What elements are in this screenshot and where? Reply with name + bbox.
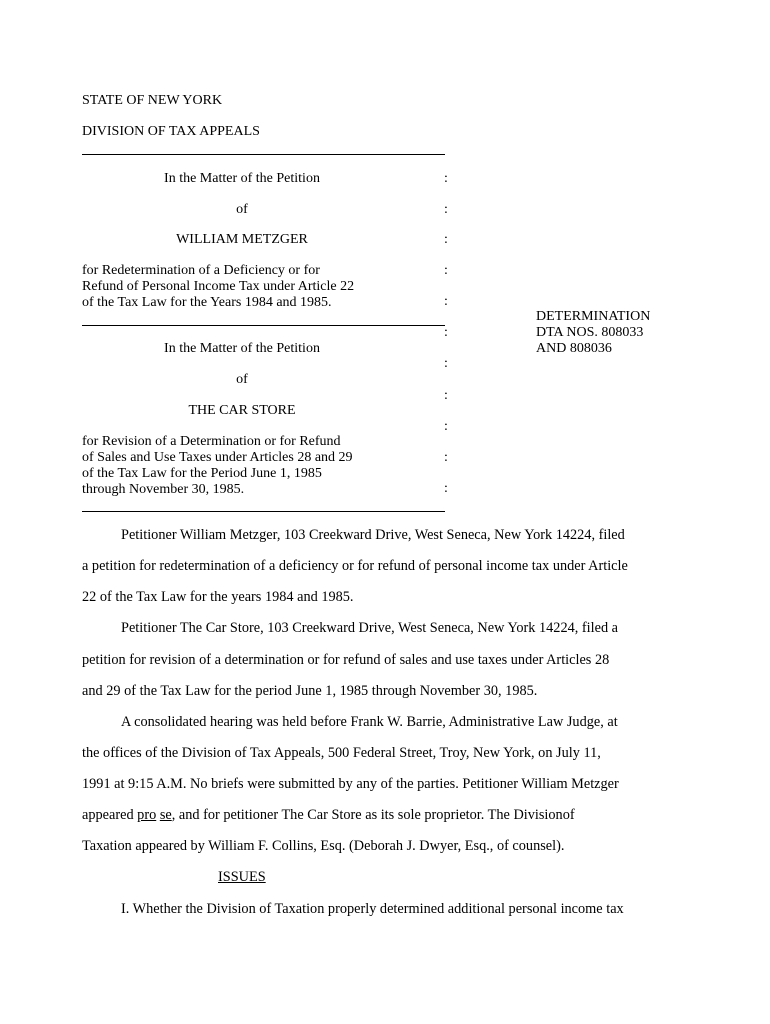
se-text: se xyxy=(159,807,172,823)
caption1-desc-line3: of the Tax Law for the Years 1984 and 1985. xyxy=(82,295,332,310)
body-p2-line3: and 29 of the Tax Law for the period June 1, 1985 through November 30, 1985. xyxy=(82,683,538,699)
determination-and-nos: AND 808036 xyxy=(536,341,612,356)
caption2-desc-line1: for Revision of a Determination or for Refund xyxy=(82,434,341,449)
caption2-of: of xyxy=(236,372,248,387)
issues-heading: ISSUES xyxy=(218,869,266,885)
body-p3-line3: 1991 at 9:15 A.M. No briefs were submitted by any of the parties. Petitioner William Metzger xyxy=(82,776,619,792)
caption1-name: WILLIAM METZGER xyxy=(176,232,308,247)
rule-bottom xyxy=(82,511,445,512)
body-p1-line2: a petition for redetermination of a deficiency or for refund of personal income tax under Article xyxy=(82,558,628,574)
colon-separator: : xyxy=(444,171,448,186)
caption2-name: THE CAR STORE xyxy=(188,403,296,418)
issue-1: I. Whether the Division of Taxation properly determined additional personal income tax xyxy=(121,901,624,917)
text-run: , and for petitioner The Car Store as its sole proprietor. The Divisionof xyxy=(171,807,575,823)
colon-separator: : xyxy=(444,263,448,278)
division-heading: DIVISION OF TAX APPEALS xyxy=(82,124,260,139)
body-p2-line1: Petitioner The Car Store, 103 Creekward Drive, West Seneca, New York 14224, filed a xyxy=(121,620,619,636)
rule-top xyxy=(82,154,445,155)
colon-separator: : xyxy=(444,202,448,217)
caption1-of: of xyxy=(236,202,248,217)
caption1-desc-line1: for Redetermination of a Deficiency or for xyxy=(82,263,320,278)
body-p1-line3: 22 of the Tax Law for the years 1984 and 1985. xyxy=(82,589,354,605)
colon-separator: : xyxy=(444,419,448,434)
pro-text: pro xyxy=(137,807,157,823)
colon-separator: : xyxy=(444,294,448,309)
colon-separator: : xyxy=(444,356,448,371)
rule-middle xyxy=(82,325,445,326)
caption1-matter: In the Matter of the Petition xyxy=(164,171,320,186)
caption2-desc-line3: of the Tax Law for the Period June 1, 1985 xyxy=(82,466,322,481)
body-p3-line5: Taxation appeared by William F. Collins, Esq. (Deborah J. Dwyer, Esq., of counsel). xyxy=(82,838,565,854)
body-p3-line1: A consolidated hearing was held before Frank W. Barrie, Administrative Law Judge, at xyxy=(121,714,618,730)
determination-title: DETERMINATION xyxy=(536,309,651,324)
determination-dta-nos: DTA NOS. 808033 xyxy=(536,325,644,340)
caption2-desc-line4: through November 30, 1985. xyxy=(82,482,245,497)
state-heading: STATE OF NEW YORK xyxy=(82,93,223,108)
body-p3-line4 xyxy=(82,807,575,823)
body-p3-line2: the offices of the Division of Tax Appeals, 500 Federal Street, Troy, New York, on July 11, xyxy=(82,745,601,761)
colon-separator: : xyxy=(444,481,448,496)
body-p1-line1: Petitioner William Metzger, 103 Creekward Drive, West Seneca, New York 14224, filed xyxy=(121,527,625,543)
caption1-desc-line2: Refund of Personal Income Tax under Article 22 xyxy=(82,279,355,294)
body-p2-line2: petition for revision of a determination or for refund of sales and use taxes under Articles 28 xyxy=(82,652,610,668)
text-run: appeared xyxy=(82,807,138,823)
colon-separator: : xyxy=(444,325,448,340)
colon-separator: : xyxy=(444,388,448,403)
colon-separator: : xyxy=(444,232,448,247)
caption2-matter: In the Matter of the Petition xyxy=(164,341,320,356)
colon-separator: : xyxy=(444,450,448,465)
caption2-desc-line2: of Sales and Use Taxes under Articles 28 and 29 xyxy=(82,450,353,465)
